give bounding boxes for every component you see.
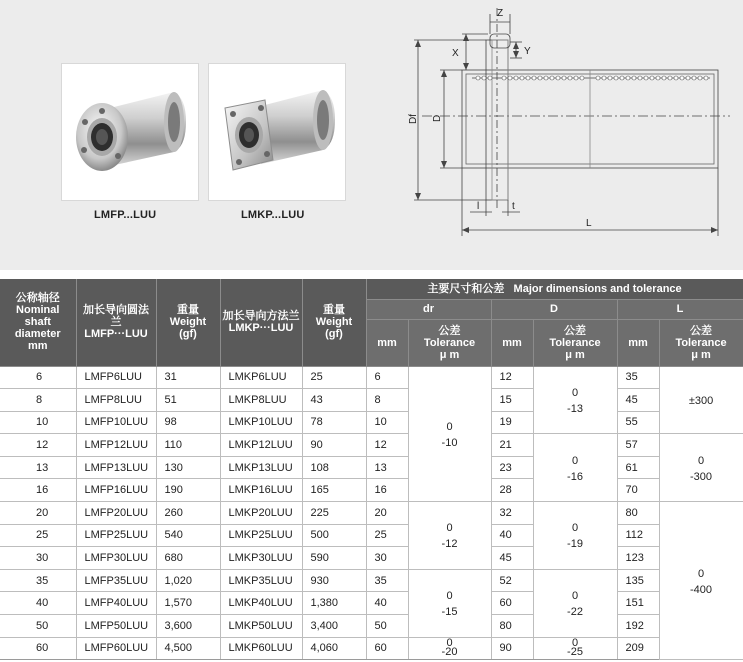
header-dr-mm: mm — [366, 319, 408, 366]
header-weight-lmfp: 重量 Weight (gf) — [156, 279, 220, 366]
table-row: 6 LMFP6LUU 31 LMKP6LUU 25 6 0 -10 12 0 -13 35 ±300 — [0, 366, 743, 389]
label-L: L — [586, 218, 592, 229]
table-row: 8 LMFP8LUU 51 LMKP8LUU 43 8 15 45 — [0, 389, 743, 412]
tol-dr-group-4: 0 -20 — [408, 637, 491, 660]
header-D-mm: mm — [491, 319, 533, 366]
tol-dr-group-1: 0 -10 — [408, 366, 491, 502]
label-X: X — [452, 48, 459, 59]
table-row: 25 LMFP25LUU 540 LMKP25LUU 500 25 40 112 — [0, 524, 743, 547]
caption-lmfp: LMFP...LUU — [94, 209, 157, 221]
header-D: D — [491, 299, 617, 319]
label-D: D — [432, 114, 443, 122]
label-l: l — [477, 201, 480, 212]
tol-L-group-2: 0 -300 — [659, 434, 743, 502]
tol-dr-group-2: 0 -12 — [408, 502, 491, 570]
table-row: 10 LMFP10LUU 98 LMKP10LUU 78 10 19 55 — [0, 411, 743, 434]
tol-D-group-1: 0 -13 — [533, 366, 617, 434]
table-row: 35 LMFP35LUU 1,020 LMKP35LUU 930 35 0 -15 52 0 -22 135 — [0, 569, 743, 592]
header-dr-tolerance: 公差 Tolerance μ m — [408, 319, 491, 366]
caption-lmkp: LMKP...LUU — [241, 209, 305, 221]
header-D-tolerance: 公差 Tolerance μ m — [533, 319, 617, 366]
table-row: 12 LMFP12LUU 110 LMKP12LUU 90 12 21 0 -16 57 0 -300 — [0, 434, 743, 457]
header-dr: dr — [366, 299, 491, 319]
tol-D-group-5: 0 -25 — [533, 637, 617, 660]
label-Y: Y — [524, 46, 531, 57]
table-row: 13 LMFP13LUU 130 LMKP13LUU 108 13 23 61 — [0, 456, 743, 479]
table-row: 40 LMFP40LUU 1,570 LMKP40LUU 1,380 40 60 151 — [0, 592, 743, 615]
header-L: L — [617, 299, 743, 319]
label-t: t — [512, 201, 515, 212]
table-row: 20 LMFP20LUU 260 LMKP20LUU 225 20 0 -12 32 0 -19 80 0 -400 — [0, 502, 743, 525]
label-Z: Z — [497, 8, 504, 19]
header-lmfp: 加长导向圆法兰 LMFP···LUU — [76, 279, 156, 366]
round-flange-bushing-image — [62, 64, 198, 200]
product-header-panel — [0, 0, 743, 270]
header-L-tolerance: 公差 Tolerance μ m — [659, 319, 743, 366]
product-photo-lmkp — [208, 63, 346, 201]
tol-D-group-3: 0 -19 — [533, 502, 617, 570]
tol-D-group-4: 0 -22 — [533, 569, 617, 637]
tol-D-group-2: 0 -16 — [533, 434, 617, 502]
header-L-mm: mm — [617, 319, 659, 366]
product-photo-lmfp — [61, 63, 199, 201]
dimensions-table — [0, 279, 743, 660]
header-lmkp: 加长导向方法兰 LMKP···LUU — [220, 279, 302, 366]
label-Df: Df — [408, 114, 419, 124]
tol-dr-group-3: 0 -15 — [408, 569, 491, 637]
table-row: 16 LMFP16LUU 190 LMKP16LUU 165 16 28 70 — [0, 479, 743, 502]
tol-L-group-3: 0 -400 — [659, 502, 743, 660]
header-nominal: 公称轴径 Nominal shaft diameter mm — [0, 279, 76, 366]
tol-L-group-1: ±300 — [659, 366, 743, 434]
table-row: 60 LMFP60LUU 4,500 LMKP60LUU 4,060 60 0 -20 90 0 -25 209 — [0, 637, 743, 660]
table-row: 50 LMFP50LUU 3,600 LMKP50LUU 3,400 50 80 192 — [0, 615, 743, 638]
header-major-dimensions: 主要尺寸和公差 Major dimensions and tolerance — [366, 279, 743, 299]
header-weight-lmkp: 重量 Weight (gf) — [302, 279, 366, 366]
dimension-drawing — [400, 4, 735, 244]
table-row: 30 LMFP30LUU 680 LMKP30LUU 590 30 45 123 — [0, 547, 743, 570]
square-flange-bushing-image — [209, 64, 345, 200]
